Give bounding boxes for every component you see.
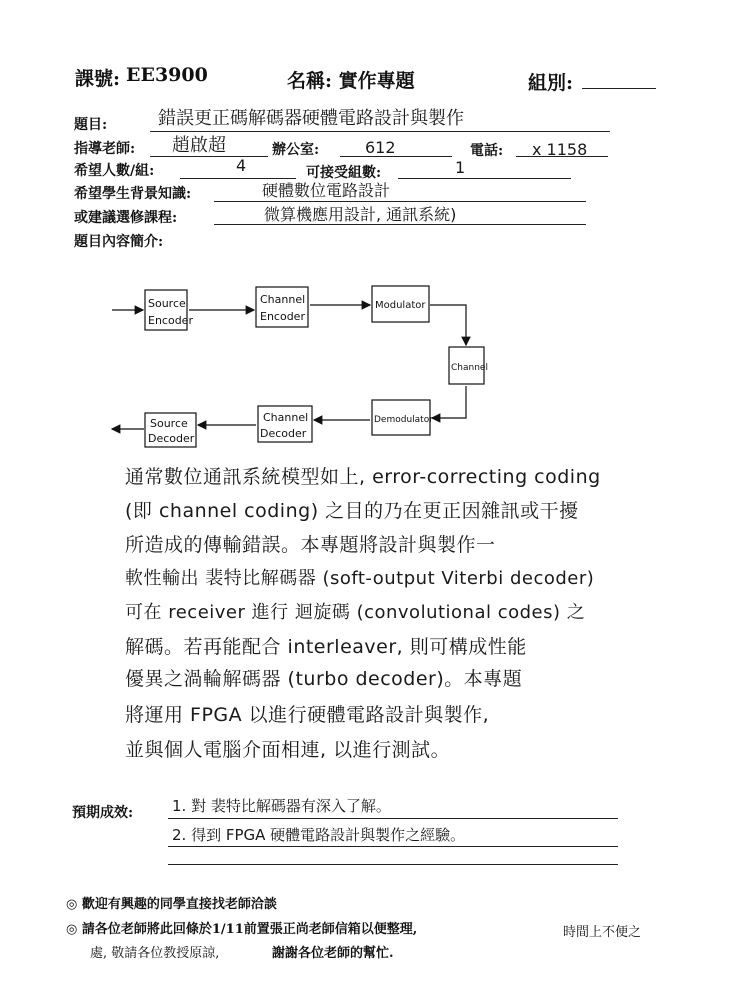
group-label: 組別: <box>528 72 574 94</box>
channel-decoder-label-2: Decoder <box>260 427 307 440</box>
outcome-item-2: 2. 得到 FPGA 硬體電路設計與製作之經驗。 <box>172 826 466 844</box>
summary-label: 題目內容簡介: <box>74 234 164 250</box>
groups-value: 1 <box>455 158 466 177</box>
advisor-label: 指導老師: <box>74 141 136 157</box>
phone-label: 電話: <box>470 143 504 159</box>
topic-value: 錯誤更正碼解碼器硬體電路設計與製作 <box>158 108 464 129</box>
background-value: 硬體數位電路設計 <box>262 181 391 200</box>
summary-line-6: 解碼。若再能配合 interleaver, 則可構成性能 <box>125 636 527 658</box>
office-value: 612 <box>365 138 396 157</box>
courses-value: 微算機應用設計, 通訊系統) <box>264 205 457 224</box>
note-return-form-tail: 時間上不便之 <box>563 925 642 940</box>
summary-line-9: 並與個人電腦介面相連, 以進行測試。 <box>125 739 451 761</box>
channel-encoder-label-2: Encoder <box>260 310 305 323</box>
note-thanks: 謝謝各位老師的幫忙. <box>272 946 394 961</box>
members-label: 希望人數/組: <box>74 163 155 179</box>
outcomes-label: 預期成效: <box>72 805 134 821</box>
summary-line-8: 將運用 FPGA 以進行硬體電路設計與製作, <box>125 704 490 726</box>
source-decoder-label-2: Decoder <box>148 432 195 445</box>
summary-line-4: 軟性輸出 裴特比解碼器 (soft-output Viterbi decoder) <box>125 568 595 589</box>
note-return-form: ◎ 請各位老師將此回條於1/11前置張正尚老師信箱以便整理, <box>66 922 418 937</box>
course-number-label: 課號: <box>75 68 121 90</box>
office-label: 辦公室: <box>272 142 320 158</box>
arrow-channel-to-demodulator <box>432 386 466 418</box>
course-number-value: EE3900 <box>126 64 208 86</box>
note-welcome: ◎ 歡迎有興趣的同學直接找老師洽談 <box>66 897 277 912</box>
courses-label: 或建議選修課程: <box>74 210 178 226</box>
channel-decoder-label-1: Channel <box>263 411 309 424</box>
advisor-value: 趙啟超 <box>172 135 226 156</box>
summary-line-2: (即 channel coding) 之目的乃在更正因雜訊或干擾 <box>125 500 579 522</box>
summary-line-1: 通常數位通訊系統模型如上, error-correcting coding <box>125 466 601 488</box>
source-decoder-label-1: Source <box>150 417 188 430</box>
source-encoder-label-1: Source <box>148 297 186 310</box>
course-name: 名稱: 實作專題 <box>287 70 415 92</box>
summary-line-5: 可在 receiver 進行 迴旋碼 (convolutional codes) 之 <box>125 602 586 623</box>
channel-label: Channel <box>451 363 488 373</box>
members-value: 4 <box>236 156 247 175</box>
outcome-line-1 <box>168 818 618 819</box>
background-label: 希望學生背景知識: <box>74 186 192 202</box>
topic-label: 題目: <box>74 117 108 133</box>
channel-encoder-label-1: Channel <box>260 293 306 306</box>
source-encoder-label-2: Encoder <box>148 314 193 327</box>
modulator-label: Modulator <box>375 300 426 311</box>
phone-value: x 1158 <box>532 140 588 159</box>
demodulator-label: Demodulator <box>374 415 433 425</box>
outcome-line-3 <box>168 864 618 865</box>
note-apology: 處, 敬請各位教授原諒, <box>90 946 220 961</box>
outcome-item-1: 1. 對 裴特比解碼器有深入了解。 <box>172 797 391 815</box>
summary-line-7: 優異之渦輪解碼器 (turbo decoder)。本專題 <box>125 668 523 690</box>
groups-label: 可接受組數: <box>306 165 382 181</box>
arrow-modulator-to-channel <box>430 305 466 345</box>
outcome-line-2 <box>168 846 618 847</box>
summary-line-3: 所造成的傳輸錯誤。本專題將設計與製作一 <box>125 534 496 556</box>
